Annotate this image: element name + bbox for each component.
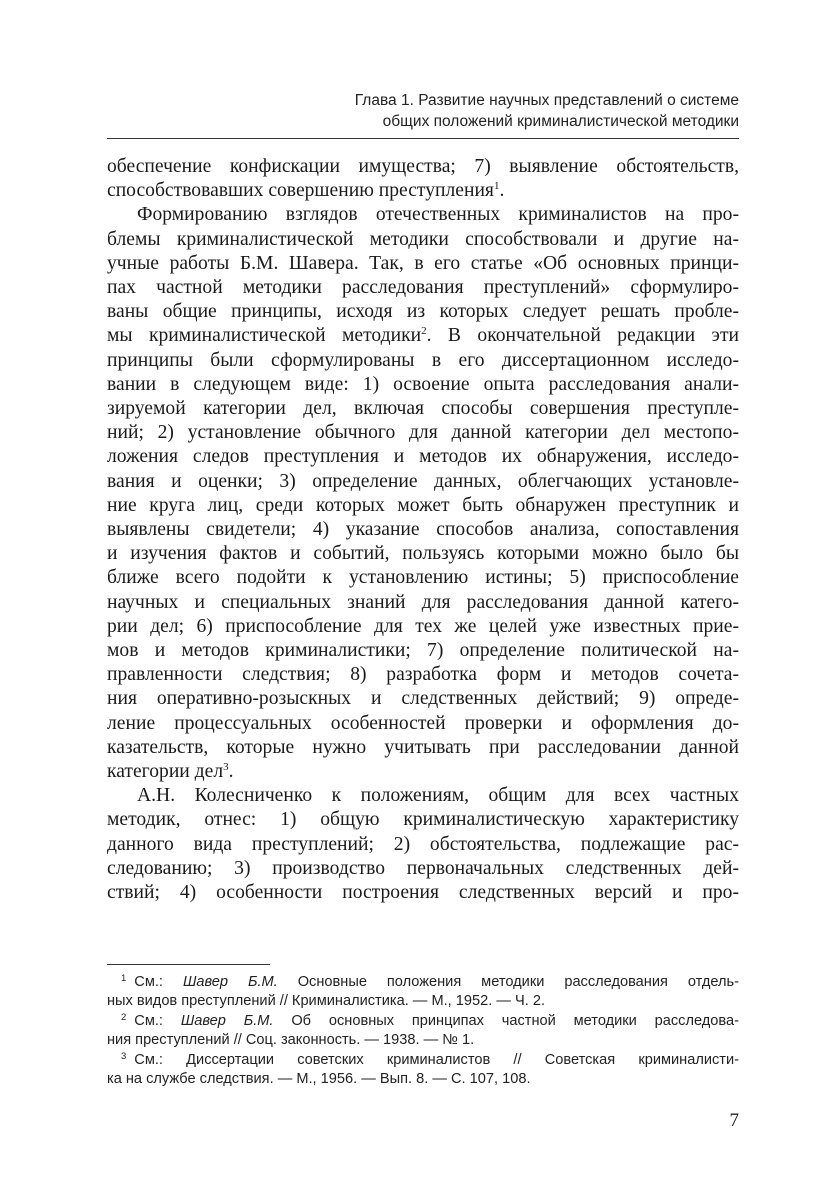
footnote-2 [107, 1012, 739, 1051]
text-line: ствий; 4) особенности построения следственных версий и про- [107, 882, 739, 904]
text-fragment: . [499, 180, 505, 202]
paragraph-3 [107, 784, 739, 905]
text-line: ваны общие принципы, исходя из которых следует решать пробле- [107, 301, 739, 323]
footnote-line: ния преступлений // Соц. законность. — 1938. — № 1. [107, 1032, 475, 1049]
text-line: научных и специальных знаний для расследования данной катего- [107, 591, 739, 613]
footnote-3 [107, 1051, 739, 1090]
footnote-line [107, 1012, 739, 1031]
footnote-line [107, 1051, 739, 1070]
footnote-number: 1 [121, 973, 127, 984]
text-fragment: категории дел [107, 761, 224, 783]
text-fragment: мы криминалистической методики [107, 325, 422, 347]
text-line: ний; 2) установление обычного для данной категории дел местопо- [107, 422, 739, 444]
main-text [107, 155, 739, 905]
text-fragment: . В окончательной редакции эти [426, 325, 739, 347]
text-line: ление процессуальных особенностей проверки и оформления до- [107, 712, 739, 734]
text-line: обеспечение конфискации имущества; 7) выявление обстоятельств, [107, 156, 739, 177]
text-line [107, 760, 739, 784]
text-line: пах частной методики расследования преступлений» сформулиро- [107, 277, 739, 299]
text-line [107, 179, 739, 203]
footnote-line [107, 973, 739, 992]
footnote-author: Шавер Б.М. [180, 1012, 274, 1029]
text-line: и изучения фактов и событий, пользуясь которыми можно было бы [107, 543, 739, 565]
text-fragment: . [228, 761, 234, 783]
footnote-line: ка на службе следствия. — М., 1956. — Вып. 8. — С. 107, 108. [107, 1071, 531, 1088]
text-line: рии дел; 6) приспособление для тех же целей уже известных прие- [107, 615, 739, 637]
text-line: казательств, которые нужно учитывать при расследовании данной [107, 736, 739, 758]
running-header-line-2: общих положений криминалистической методики [382, 113, 739, 130]
footnote-text: Об основных принципах частной методики расследова- [273, 1012, 739, 1029]
footnote-line: ных видов преступлений // Криминалистика. — М., 1952. — Ч. 2. [107, 993, 545, 1010]
footnote-ref-1: 1 [493, 180, 500, 193]
text-line: ложения следов преступления и методов их обнаружения, исследо- [107, 446, 739, 468]
text-line: правленности следствия; 8) разработка форм и методов сочета- [107, 664, 739, 686]
text-line: А.Н. Колесниченко к положениям, общим для всех частных [137, 785, 739, 807]
running-header-line-1: Глава 1. Развитие научных представлений о системе [354, 92, 739, 109]
text-line [107, 324, 739, 348]
text-line: ближе всего подойти к установлению истины; 5) приспособление [107, 567, 739, 589]
text-line: методик, отнес: 1) общую криминалистическую характеристику [107, 809, 739, 831]
footnote-ref-3: 3 [223, 761, 229, 774]
footnote-prefix: См.: [134, 974, 183, 990]
text-line: вании в следующем виде: 1) освоение опыта расследования анали- [107, 373, 739, 395]
text-line: выявлены свидетели; 4) указание способов анализа, сопоставления [107, 519, 739, 541]
footnotes [107, 973, 739, 1089]
footnote-text: Основные положения методики расследования отдель- [277, 974, 739, 990]
text-line: следованию; 3) производство первоначальных следственных дей- [107, 857, 739, 879]
text-line: блемы криминалистической методики способствовали и другие на- [107, 228, 739, 250]
text-fragment: способствовавших совершению преступления [107, 180, 494, 202]
text-line: ния оперативно-розыскных и следственных действий; 9) опреде- [107, 688, 739, 710]
footnote-ref-2: 2 [421, 325, 427, 338]
page-number: 7 [729, 1110, 739, 1131]
book-page [107, 0, 739, 1199]
header-rule [107, 138, 739, 139]
text-line: зируемой категории дел, включая способы совершения преступле- [107, 398, 739, 420]
text-line: мов и методов криминалистики; 7) определение политической на- [107, 640, 739, 662]
text-line: ние круга лиц, среди которых может быть обнаружен преступник и [107, 494, 739, 516]
text-line: учные работы Б.М. Шавера. Так, в его статье «Об основных принци- [107, 252, 739, 274]
paragraph-1 [107, 155, 739, 203]
footnote-rule [107, 964, 270, 965]
footnote-prefix: См.: [134, 1012, 181, 1029]
footnote-text: См.: Диссертации советских криминалистов // Советская криминалисти- [134, 1051, 739, 1068]
paragraph-2 [107, 203, 739, 784]
text-line: данного вида преступлений; 2) обстоятельства, подлежащие рас- [107, 833, 739, 855]
text-line: Формированию взглядов отечественных криминалистов на про- [137, 204, 739, 226]
running-header [107, 90, 739, 132]
text-line: вания и оценки; 3) определение данных, облегчающих установле- [107, 470, 739, 492]
footnote-author: Шавер Б.М. [182, 974, 278, 990]
footnote-number: 2 [121, 1011, 127, 1023]
footnote-number: 3 [121, 1050, 127, 1062]
footnote-1 [107, 973, 739, 1012]
text-line: принципы были сформулированы в его диссертационном исследо- [107, 349, 739, 371]
